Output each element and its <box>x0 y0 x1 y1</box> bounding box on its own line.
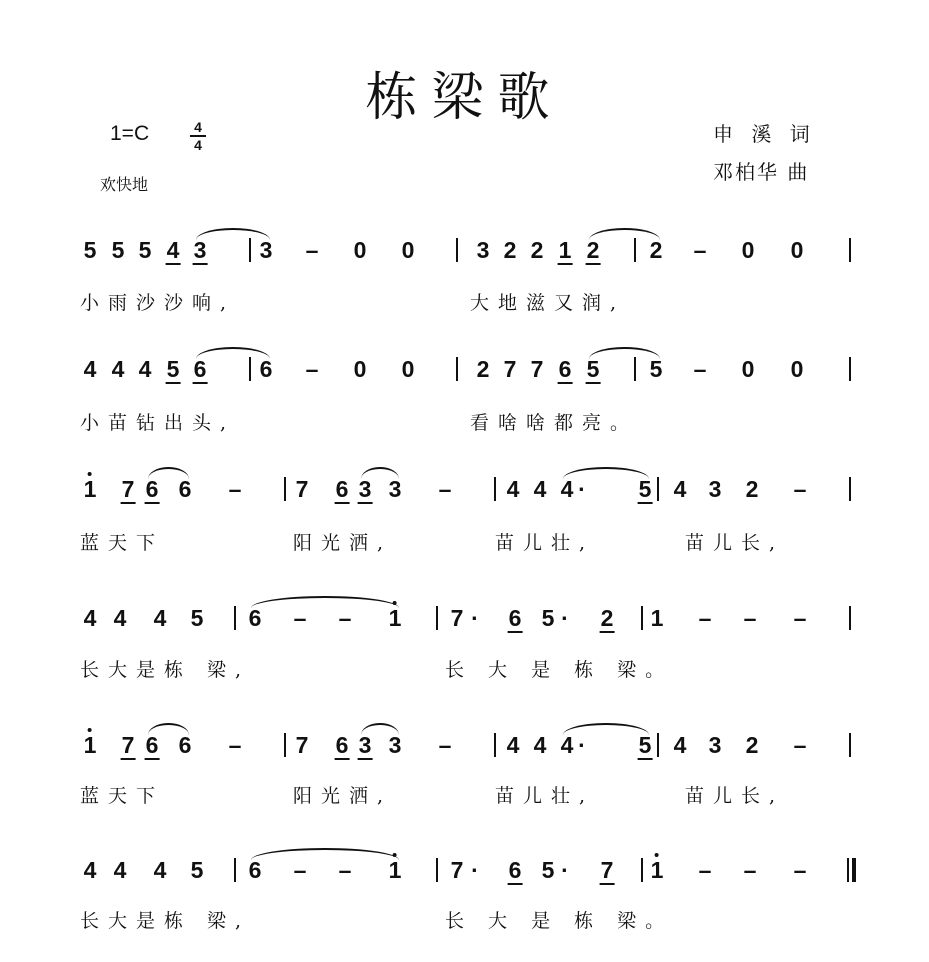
note: 7 <box>295 476 309 502</box>
dot-note: · <box>471 605 479 631</box>
barline <box>849 477 851 501</box>
barline <box>849 238 851 262</box>
note: 5 <box>541 857 555 883</box>
tie-slur <box>251 596 399 608</box>
note: 1 <box>650 605 664 631</box>
dash-note: – <box>693 237 707 263</box>
note: 6 <box>193 356 207 382</box>
lyric-line: 大地滋又润, <box>470 292 626 314</box>
note: 3 <box>358 732 372 758</box>
note: 6 <box>558 356 572 382</box>
tie-slur <box>589 228 660 240</box>
barline <box>634 357 636 381</box>
tie-slur <box>361 467 399 479</box>
time-signature <box>190 120 206 152</box>
note: 1 <box>650 857 664 883</box>
note: 0 <box>741 237 755 263</box>
lyric-line: 长大是栋 梁, <box>80 910 251 932</box>
note: 2 <box>530 237 544 263</box>
note: 4 <box>153 857 167 883</box>
note: 6 <box>248 605 262 631</box>
barline <box>436 858 438 882</box>
lyric-line: 长 大 是 栋 梁。 <box>445 659 674 681</box>
note: 0 <box>401 237 415 263</box>
note: 4 <box>83 356 97 382</box>
note: 5 <box>190 857 204 883</box>
note: 5 <box>190 605 204 631</box>
note: 4 <box>83 605 97 631</box>
note: 3 <box>708 476 722 502</box>
tie-slur <box>196 347 270 359</box>
note: 0 <box>790 237 804 263</box>
barline <box>456 357 458 381</box>
lyric-line: 苗儿长, <box>685 532 785 554</box>
lyric-line: 看啥啥都亮。 <box>470 412 639 434</box>
note: 5 <box>586 356 600 382</box>
barline <box>494 733 496 757</box>
note: 7 <box>600 857 614 883</box>
note: 5 <box>541 605 555 631</box>
dot-note: · <box>561 605 569 631</box>
note: 6 <box>508 857 522 883</box>
barline <box>234 858 236 882</box>
note: 7 <box>121 732 135 758</box>
note: 5 <box>138 237 152 263</box>
lyric-line: 苗儿长, <box>685 785 785 807</box>
dash-note: – <box>338 605 352 631</box>
note: 6 <box>508 605 522 631</box>
note: 4 <box>560 476 574 502</box>
dash-note: – <box>793 605 807 631</box>
note: 6 <box>178 476 192 502</box>
note: 4 <box>83 857 97 883</box>
dash-note: – <box>228 732 242 758</box>
barline <box>849 357 851 381</box>
note: 4 <box>560 732 574 758</box>
tie-slur <box>148 467 189 479</box>
note: 0 <box>353 356 367 382</box>
tie-slur <box>361 723 399 735</box>
barline <box>456 238 458 262</box>
note: 3 <box>388 732 402 758</box>
barline <box>494 477 496 501</box>
barline <box>849 606 851 630</box>
note: 0 <box>401 356 415 382</box>
lyric-line: 阳光洒, <box>293 785 393 807</box>
note: 5 <box>638 476 652 502</box>
key-signature: 1=C <box>110 122 150 145</box>
note: 6 <box>335 732 349 758</box>
note: 3 <box>708 732 722 758</box>
dash-note: – <box>793 476 807 502</box>
lyric-line: 长大是栋 梁, <box>80 659 251 681</box>
note: 1 <box>388 857 402 883</box>
note: 7 <box>295 732 309 758</box>
note: 2 <box>586 237 600 263</box>
lyricist-credit: 申 溪 词 <box>713 122 816 146</box>
note: 4 <box>533 732 547 758</box>
note: 4 <box>506 732 520 758</box>
tie-slur <box>563 467 649 479</box>
dot-note: · <box>578 732 586 758</box>
tempo-marking: 欢快地 <box>100 175 149 194</box>
barline <box>249 238 251 262</box>
note: 7 <box>450 857 464 883</box>
lyric-line: 长 大 是 栋 梁。 <box>445 910 674 932</box>
dash-note: – <box>438 476 452 502</box>
barline <box>234 606 236 630</box>
tie-slur <box>251 848 399 860</box>
lyric-line: 阳光洒, <box>293 532 393 554</box>
dot-note: · <box>578 476 586 502</box>
note: 5 <box>166 356 180 382</box>
note: 1 <box>83 732 97 758</box>
note: 2 <box>503 237 517 263</box>
dot-note: · <box>561 857 569 883</box>
note: 7 <box>503 356 517 382</box>
barline <box>634 238 636 262</box>
barline <box>641 858 643 882</box>
note: 5 <box>649 356 663 382</box>
note: 4 <box>138 356 152 382</box>
note: 7 <box>450 605 464 631</box>
barline <box>657 733 659 757</box>
dash-note: – <box>338 857 352 883</box>
note: 5 <box>638 732 652 758</box>
barline <box>436 606 438 630</box>
tie-slur <box>196 228 270 240</box>
note: 4 <box>113 857 127 883</box>
song-title: 栋梁歌 <box>365 68 564 128</box>
note: 1 <box>388 605 402 631</box>
dash-note: – <box>305 237 319 263</box>
note: 2 <box>476 356 490 382</box>
note: 3 <box>388 476 402 502</box>
note: 4 <box>111 356 125 382</box>
tie-slur <box>589 347 660 359</box>
note: 2 <box>600 605 614 631</box>
barline <box>657 477 659 501</box>
note: 6 <box>178 732 192 758</box>
note: 4 <box>673 732 687 758</box>
dash-note: – <box>293 857 307 883</box>
note: 6 <box>145 732 159 758</box>
note: 5 <box>83 237 97 263</box>
barline <box>249 357 251 381</box>
note: 4 <box>673 476 687 502</box>
note: 1 <box>558 237 572 263</box>
dash-note: – <box>698 605 712 631</box>
time-top: 4 <box>194 119 202 135</box>
lyric-line: 蓝天下 <box>80 785 165 807</box>
composer-credit: 邓柏华 曲 <box>713 160 810 184</box>
note: 6 <box>259 356 273 382</box>
lyric-line: 苗儿壮, <box>495 532 595 554</box>
note: 5 <box>111 237 125 263</box>
note: 4 <box>113 605 127 631</box>
final-barline <box>847 858 856 882</box>
note: 1 <box>83 476 97 502</box>
note: 7 <box>121 476 135 502</box>
note: 4 <box>533 476 547 502</box>
note: 3 <box>358 476 372 502</box>
note: 4 <box>166 237 180 263</box>
note: 3 <box>193 237 207 263</box>
note: 2 <box>745 476 759 502</box>
note: 4 <box>153 605 167 631</box>
note: 2 <box>649 237 663 263</box>
note: 4 <box>506 476 520 502</box>
lyric-line: 小雨沙沙响, <box>80 292 236 314</box>
tie-slur <box>148 723 189 735</box>
note: 6 <box>335 476 349 502</box>
dash-note: – <box>293 605 307 631</box>
dash-note: – <box>743 605 757 631</box>
dash-note: – <box>743 857 757 883</box>
dash-note: – <box>438 732 452 758</box>
dash-note: – <box>698 857 712 883</box>
dash-note: – <box>305 356 319 382</box>
dot-note: · <box>471 857 479 883</box>
dash-note: – <box>228 476 242 502</box>
note: 7 <box>530 356 544 382</box>
note: 0 <box>741 356 755 382</box>
dash-note: – <box>693 356 707 382</box>
note: 3 <box>476 237 490 263</box>
note: 3 <box>259 237 273 263</box>
note: 6 <box>248 857 262 883</box>
dash-note: – <box>793 732 807 758</box>
barline <box>284 733 286 757</box>
lyric-line: 蓝天下 <box>80 532 165 554</box>
note: 2 <box>745 732 759 758</box>
tie-slur <box>563 723 649 735</box>
barline <box>849 733 851 757</box>
barline <box>284 477 286 501</box>
lyric-line: 小苗钻出头, <box>80 412 236 434</box>
lyric-line: 苗儿壮, <box>495 785 595 807</box>
time-bottom: 4 <box>194 137 202 153</box>
barline <box>641 606 643 630</box>
note: 6 <box>145 476 159 502</box>
note: 0 <box>790 356 804 382</box>
dash-note: – <box>793 857 807 883</box>
note: 0 <box>353 237 367 263</box>
